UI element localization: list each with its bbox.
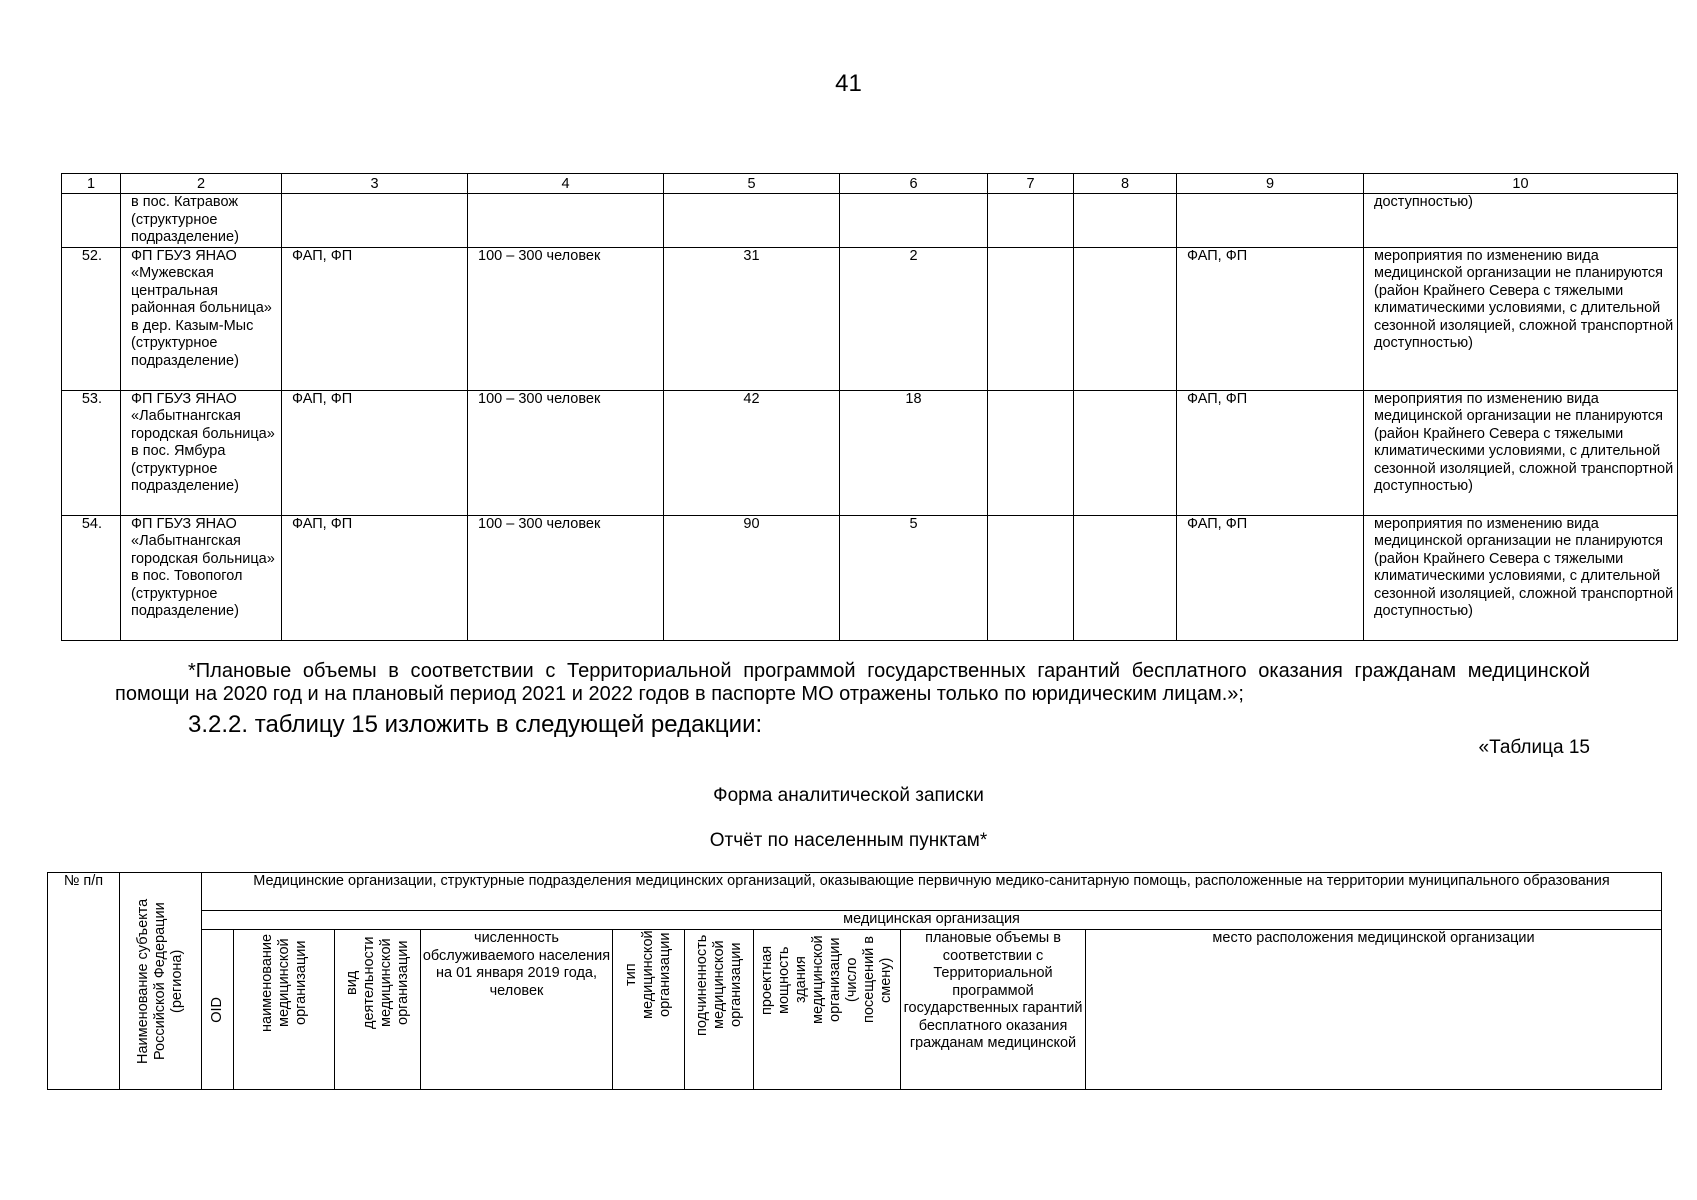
value-col8 [1074, 390, 1177, 515]
table-row [62, 194, 1678, 248]
table-row [62, 247, 1678, 390]
column-header: 6 [840, 174, 988, 194]
value-col7 [988, 390, 1074, 515]
value-col6: 5 [840, 515, 988, 640]
column-header-type [613, 930, 685, 1090]
row-number: 52. [62, 247, 121, 390]
table-row [62, 515, 1678, 640]
table-header-row [62, 174, 1678, 194]
subgroup-header: медицинская организация [202, 911, 1662, 930]
column-header: 4 [468, 174, 664, 194]
measures-note: мероприятия по изменению вида медицинской организации не планируются (район Крайнего Севера с тяжелыми климатическими условиями, с длительной сезонной изоляцией, сложной транспортной доступностью) [1364, 390, 1678, 515]
value-col6: 18 [840, 390, 988, 515]
value-col7 [988, 247, 1074, 390]
population-range: 100 – 300 человек [468, 515, 664, 640]
value-col5: 90 [664, 515, 840, 640]
footnote-paragraph: *Плановые объемы в соответствии с Территориальной программой государственных гарантий бесплатного оказания гражданам медицинской помощи на 2020 год и на плановый период 2021 и 2022 годов в паспорте МО отражены только по юридическим лицам.»; [115, 660, 1590, 705]
column-header-population: численность обслуживаемого населения на 01 января 2019 года, человек [421, 930, 613, 1090]
column-header: 2 [121, 174, 282, 194]
facility-name: в пос. Катравож (структурное подразделение) [121, 194, 282, 248]
measures-note: мероприятия по изменению вида медицинской организации не планируются (район Крайнего Севера с тяжелыми климатическими условиями, с длительной сезонной изоляцией, сложной транспортной доступностью) [1364, 247, 1678, 390]
value-col6: 2 [840, 247, 988, 390]
column-header: 3 [282, 174, 468, 194]
table-row [62, 390, 1678, 515]
form-title: Форма аналитической записки [713, 785, 984, 806]
column-header: 10 [1364, 174, 1678, 194]
column-header-planned: плановые объемы в соответствии с Территориальной программой государственных гарантий бесплатного оказания гражданам медицинской [901, 930, 1086, 1090]
facility-name: ФП ГБУЗ ЯНАО «Лабытнангская городская больница» в пос. Ямбура (структурное подразделение) [121, 390, 282, 515]
column-header-oid [202, 930, 234, 1090]
value-col8 [1074, 247, 1177, 390]
facilities-table [61, 173, 1678, 641]
group-header: Медицинские организации, структурные подразделения медицинских организаций, оказывающие первичную медико-санитарную помощь, расположенные на территории муниципального образования [202, 873, 1662, 911]
measures-note: мероприятия по изменению вида медицинской организации не планируются (район Крайнего Севера с тяжелыми климатическими условиями, с длительной сезонной изоляцией, сложной транспортной доступностью) [1364, 515, 1678, 640]
column-header-location: место расположения медицинской организации [1086, 930, 1662, 1090]
table-label: «Таблица 15 [1478, 737, 1590, 758]
subordination-header-text: подчиненность медицинской организации [693, 934, 744, 1036]
report-form-table [47, 872, 1662, 1090]
value-col7 [988, 515, 1074, 640]
facility-name: ФП ГБУЗ ЯНАО «Мужевская центральная районная больница» в дер. Казым-Мыс (структурное подразделение) [121, 247, 282, 390]
page-number: 41 [835, 70, 862, 97]
column-header-subordination [685, 930, 754, 1090]
subject-header-text: Наименование субъекта Российской Федерации (региона) [135, 898, 185, 1064]
facility-kind: ФАП, ФП [282, 390, 468, 515]
facility-kind-planned: ФАП, ФП [1177, 515, 1364, 640]
facility-kind-planned [1177, 194, 1364, 248]
value-col6 [840, 194, 988, 248]
value-col5: 31 [664, 247, 840, 390]
column-header-activity [335, 930, 421, 1090]
facility-kind: ФАП, ФП [282, 247, 468, 390]
column-header-subject [120, 873, 202, 1090]
facility-kind: ФАП, ФП [282, 515, 468, 640]
value-col8 [1074, 515, 1177, 640]
row-number: 53. [62, 390, 121, 515]
report-title: Отчёт по населенным пунктам* [709, 830, 988, 851]
population-range [468, 194, 664, 248]
value-col5: 42 [664, 390, 840, 515]
value-col8 [1074, 194, 1177, 248]
column-header-capacity [754, 930, 901, 1090]
row-number: 54. [62, 515, 121, 640]
name-header-text: наименование медицинской организации [258, 933, 309, 1032]
column-header: 7 [988, 174, 1074, 194]
population-range: 100 – 300 человек [468, 247, 664, 390]
column-header: 1 [62, 174, 121, 194]
type-header-text: тип медицинской организации [623, 930, 673, 1020]
facility-kind [282, 194, 468, 248]
value-col7 [988, 194, 1074, 248]
activity-header-text: вид деятельности медицинской организации [343, 936, 411, 1029]
column-header-number: № п/п [48, 873, 120, 1090]
instruction-paragraph: 3.2.2. таблицу 15 изложить в следующей редакции: [188, 711, 763, 738]
facility-name: ФП ГБУЗ ЯНАО «Лабытнангская городская больница» в пос. Товопогол (структурное подразделение) [121, 515, 282, 640]
column-header: 9 [1177, 174, 1364, 194]
capacity-header-text: проектная мощность здания медицинской организации (число посещений в смену) [759, 935, 894, 1025]
facility-kind-planned: ФАП, ФП [1177, 247, 1364, 390]
column-header: 5 [664, 174, 840, 194]
oid-header-text: OID [209, 996, 225, 1023]
population-range: 100 – 300 человек [468, 390, 664, 515]
facility-kind-planned: ФАП, ФП [1177, 390, 1364, 515]
row-number [62, 194, 121, 248]
column-header-name [234, 930, 335, 1090]
value-col5 [664, 194, 840, 248]
column-header: 8 [1074, 174, 1177, 194]
measures-note: доступностью) [1364, 194, 1678, 248]
